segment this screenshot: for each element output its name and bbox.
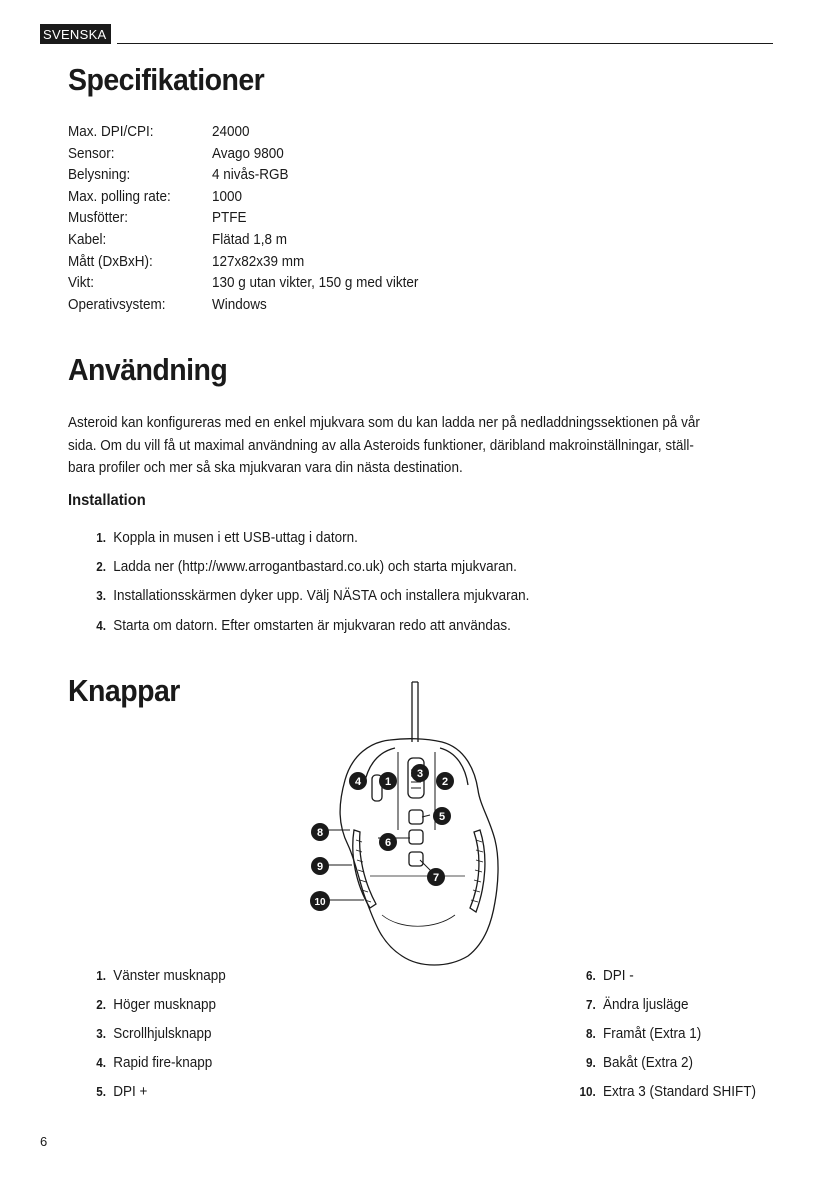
list-item [88,1081,226,1110]
legend-text: Höger musknapp [113,996,217,1013]
spec-row [68,186,418,208]
step-number: 4. [96,617,106,633]
legend-text: Vänster musknapp [113,967,226,984]
legend-text: Bakåt (Extra 2) [603,1054,694,1071]
spec-value: Windows [212,295,267,313]
step-text: Ladda ner (http://www.arrogantbastard.co.uk) och starta mjukvaran. [113,558,517,576]
callout-3 [411,764,429,782]
spec-row [68,121,418,143]
spec-row [68,251,418,273]
usage-line: Asteroid kan konfigureras med en enkel mjukvara som du kan ladda ner på nedladdningssektionen på vår [68,414,700,431]
callout-5 [433,807,451,825]
step-text: Starta om datorn. Efter omstarten är mjukvaran redo att användas. [113,616,511,634]
spec-row [68,207,418,229]
button-split-lines [398,752,435,830]
header-rule [117,43,773,44]
svg-text:7: 7 [432,872,440,884]
spec-value: 127x82x39 mm [212,252,305,270]
light-mode-button [409,852,423,866]
svg-text:8: 8 [316,827,324,839]
callout-10 [310,891,330,911]
usage-line: sida. Om du vill få ut maximal användning av alla Asteroids funktioner, däribland makroinställningar, ställ- [68,436,694,454]
legend-number: 8. [586,1026,596,1041]
list-item [88,585,529,614]
svg-text:4: 4 [354,776,362,788]
spec-value: 4 nivås-RGB [212,166,289,184]
installation-steps [88,527,529,644]
list-item [88,994,226,1023]
spec-row [68,229,418,251]
list-item [88,527,529,556]
spec-value: 130 g utan vikter, 150 g med vikter [212,274,419,292]
spec-label: Max. polling rate: [68,187,171,205]
spec-row [68,164,418,186]
usage-heading: Användning [68,352,228,387]
step-number: 1. [96,530,106,545]
palm-curve [382,915,455,926]
legend-text: Scrollhjulsknapp [113,1025,212,1042]
usage-line: bara profiler och mer så ska mjukvaran vara din nästa destination. [68,459,463,476]
legend-number: 2. [96,997,106,1012]
callout-1 [379,772,397,790]
legend-number: 5. [96,1084,106,1099]
callout-8 [311,823,329,841]
svg-text:9: 9 [316,861,324,873]
spec-value: Avago 9800 [212,144,284,162]
step-text: Installationsskärmen dyker upp. Välj NÄSTA och installera mjukvaran. [113,587,530,605]
step-number: 2. [96,559,106,575]
legend-text: DPI - [603,967,634,984]
spec-row [68,272,418,294]
svg-text:2: 2 [441,776,449,788]
legend-text: Framåt (Extra 1) [603,1025,702,1042]
callout-7 [427,868,445,886]
cable [412,682,418,742]
list-item [88,965,226,994]
legend-text: DPI + [113,1083,148,1100]
svg-text:5: 5 [438,811,446,823]
legend-number: 3. [96,1026,106,1041]
usage-paragraph [68,412,752,480]
dpi-plus-button [409,810,423,824]
svg-text:6: 6 [384,837,392,849]
step-text: Koppla in musen i ett USB-uttag i datorn. [113,529,358,546]
callout-9 [311,857,329,875]
list-item [576,965,756,994]
legend-text: Ändra ljusläge [603,996,689,1013]
mouse-diagram [290,680,520,975]
spec-label: Belysning: [68,166,131,184]
legend-number: 9. [586,1055,596,1070]
button-legend-right [576,965,756,1110]
spec-row [68,143,418,165]
legend-number: 1. [96,968,106,983]
callout-2 [436,772,454,790]
legend-number: 10. [579,1084,596,1099]
list-item [576,994,756,1023]
spec-value: PTFE [212,209,247,227]
legend-text: Rapid fire-knapp [113,1054,213,1071]
step-number: 3. [96,588,106,604]
list-item [576,1081,756,1110]
specs-heading: Specifikationer [68,62,265,97]
spec-label: Operativsystem: [68,295,166,313]
page-number: 6 [40,1134,48,1149]
spec-row [68,294,418,316]
spec-label: Vikt: [68,274,95,292]
spec-label: Musfötter: [68,209,129,227]
list-item [88,615,529,644]
spec-label: Mått (DxBxH): [68,252,153,270]
buttons-heading: Knappar [68,673,180,708]
list-item [576,1052,756,1081]
list-item [88,1023,226,1052]
legend-text: Extra 3 (Standard SHIFT) [603,1083,757,1100]
legend-number: 4. [96,1055,106,1070]
spec-value: Flätad 1,8 m [212,230,288,248]
installation-heading: Installation [68,492,146,509]
legend-number: 7. [586,997,596,1012]
language-tab: SVENSKA [40,24,111,44]
spec-label: Sensor: [68,144,115,162]
svg-text:3: 3 [416,768,424,780]
legend-number: 6. [586,968,596,983]
callout-6 [379,833,397,851]
svg-text:1: 1 [384,776,392,788]
spec-value: 24000 [212,123,250,140]
spec-table [68,121,418,315]
list-item [88,556,529,585]
list-item [576,1023,756,1052]
svg-text:10: 10 [314,897,326,908]
callout-4 [349,772,367,790]
spec-label: Kabel: [68,230,107,248]
spec-value: 1000 [212,187,243,205]
button-legend-left [88,965,226,1110]
spec-label: Max. DPI/CPI: [68,123,154,140]
list-item [88,1052,226,1081]
dpi-minus-button [409,830,423,844]
